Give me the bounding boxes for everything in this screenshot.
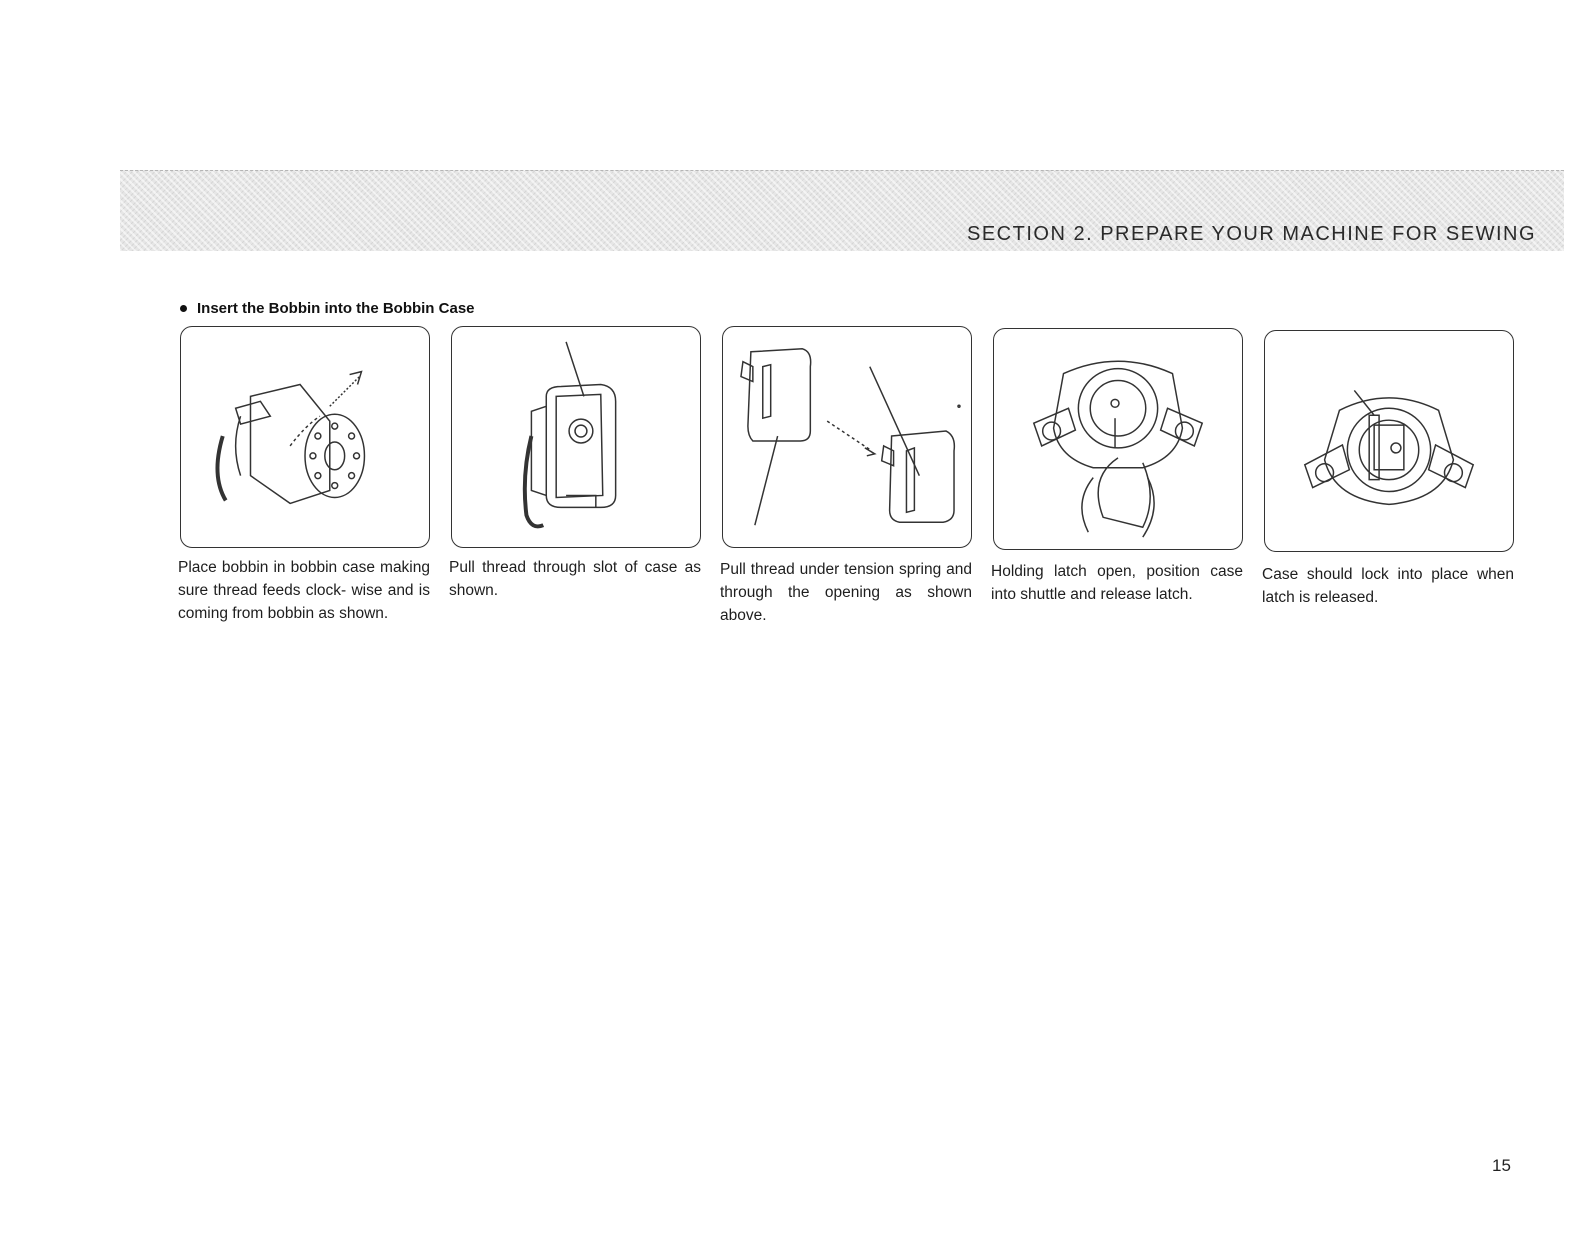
step-5-caption: Case should lock into place when latch is released. [1262,566,1514,606]
thread-through-slot-illustration [452,327,700,547]
step-2-illustration-panel [451,326,701,548]
thread-under-tension-spring-illustration [723,327,971,547]
subheading-text: Insert the Bobbin into the Bobbin Case [197,300,475,317]
subheading [180,300,475,317]
step-2-caption: Pull thread through slot of case as shown. [449,559,701,599]
section-title: SECTION 2. PREPARE YOUR MACHINE FOR SEWING [967,223,1536,245]
latch-open-position-case-illustration [994,329,1242,549]
step-4-illustration-panel [993,328,1243,550]
section-header-banner [120,170,1564,251]
step-3-caption: Pull thread under tension spring and through the opening as shown above. [720,561,972,624]
bullet-icon [180,305,187,312]
bobbin-into-case-illustration [181,327,429,547]
step-5-illustration-panel [1264,330,1514,552]
case-locked-illustration [1265,331,1513,551]
step-1-caption: Place bobbin in bobbin case making sure thread feeds clock- wise and is coming from bobbin as shown. [178,559,430,622]
step-1-illustration-panel [180,326,430,548]
page-number: 15 [1492,1156,1511,1175]
step-4-caption: Holding latch open, position case into shuttle and release latch. [991,563,1243,603]
step-3-illustration-panel [722,326,972,548]
